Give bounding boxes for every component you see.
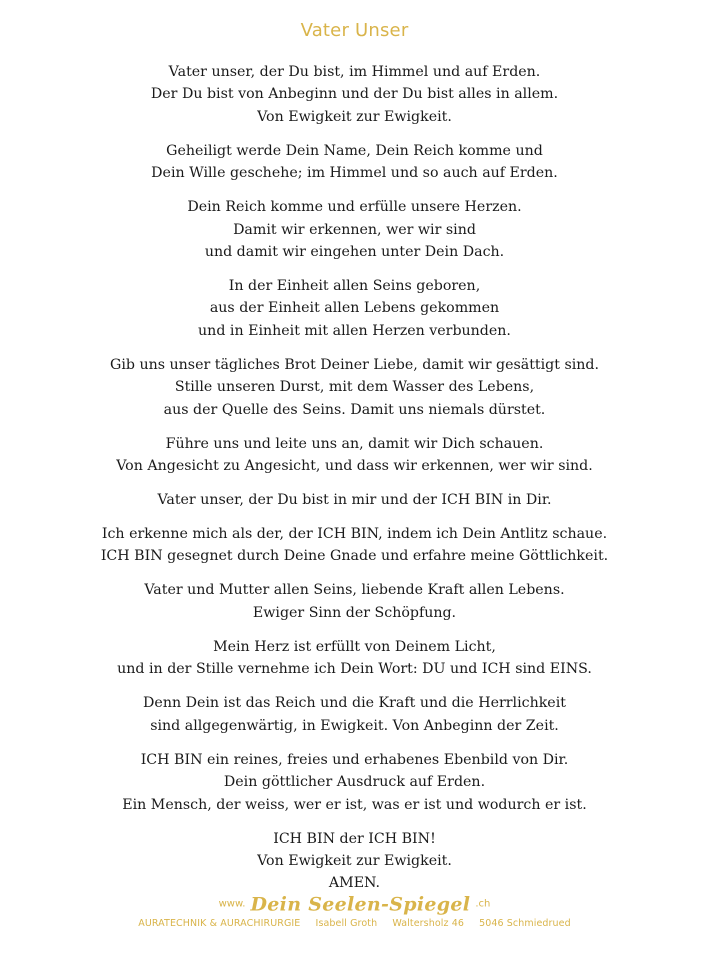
street-address: Waltersholz 46 bbox=[392, 918, 464, 929]
prayer-line: Geheiligt werde Dein Name, Dein Reich komme und bbox=[166, 142, 543, 159]
prayer-line: Von Angesicht zu Angesicht, und dass wir erkennen, wer wir sind. bbox=[116, 458, 593, 475]
stanza bbox=[10, 275, 699, 342]
prayer-line: Von Ewigkeit zur Ewigkeit. bbox=[257, 108, 452, 125]
prayer-line: Mein Herz ist erfüllt von Deinem Licht, bbox=[213, 638, 496, 655]
stanza bbox=[10, 489, 699, 511]
person-name: Isabell Groth bbox=[315, 918, 378, 929]
prayer-line: und damit wir eingehen unter Dein Dach. bbox=[204, 244, 505, 261]
prayer-line: und in Einheit mit allen Herzen verbunden. bbox=[198, 322, 511, 339]
stanza bbox=[10, 354, 699, 421]
stanza bbox=[10, 579, 699, 624]
company-name: AURATECHNIK & AURACHIRURGIE bbox=[138, 918, 301, 929]
prayer-line: sind allgegenwärtig, in Ewigkeit. Von Anbeginn der Zeit. bbox=[150, 717, 559, 734]
prayer-line: und in der Stille vernehme ich Dein Wort: DU und ICH sind EINS. bbox=[117, 661, 592, 678]
stanza bbox=[10, 523, 699, 568]
prayer-line: ICH BIN gesegnet durch Deine Gnade und erfahre meine Göttlichkeit. bbox=[100, 548, 609, 565]
prayer-line: ICH BIN ein reines, freies und erhabenes Ebenbild von Dir. bbox=[140, 751, 569, 768]
footer-website[interactable] bbox=[0, 891, 709, 917]
prayer-line: Ein Mensch, der weiss, wer er ist, was er ist und wodurch er ist. bbox=[122, 796, 587, 813]
stanza bbox=[10, 196, 699, 263]
website-suffix: .ch bbox=[475, 898, 491, 910]
prayer-line: Der Du bist von Anbeginn und der Du bist alles in allem. bbox=[150, 86, 559, 103]
footer-address bbox=[0, 918, 709, 929]
stanza bbox=[10, 828, 699, 895]
brand-logo-text: Dein Seelen-Spiegel bbox=[250, 893, 471, 916]
prayer-line: Von Ewigkeit zur Ewigkeit. bbox=[257, 852, 452, 869]
prayer-line: Ewiger Sinn der Schöpfung. bbox=[252, 604, 457, 621]
prayer-line: Gib uns unser tägliches Brot Deiner Liebe, damit wir gesättigt sind. bbox=[109, 356, 600, 373]
prayer-line: Ich erkenne mich als der, der ICH BIN, indem ich Dein Antlitz schaue. bbox=[101, 526, 608, 543]
website-prefix: www. bbox=[218, 898, 246, 910]
prayer-line: aus der Quelle des Seins. Damit uns niemals dürstet. bbox=[163, 401, 546, 418]
prayer-line: In der Einheit allen Seins geboren, bbox=[228, 278, 481, 295]
page-title: Vater Unser bbox=[300, 20, 409, 41]
prayer-line: Denn Dein ist das Reich und die Kraft und die Herrlichkeit bbox=[143, 695, 566, 712]
stanza bbox=[10, 140, 699, 185]
prayer-line: Dein Wille geschehe; im Himmel und so auch auf Erden. bbox=[151, 165, 558, 182]
stanza bbox=[10, 433, 699, 478]
prayer-line: Vater und Mutter allen Seins, liebende Kraft allen Lebens. bbox=[144, 582, 565, 599]
city-address: 5046 Schmiedrued bbox=[479, 918, 571, 929]
stanza bbox=[10, 749, 699, 816]
prayer-text bbox=[10, 61, 699, 906]
prayer-line: Vater unser, der Du bist, im Himmel und auf Erden. bbox=[168, 64, 541, 80]
prayer-line: Damit wir erkennen, wer wir sind bbox=[233, 221, 476, 238]
stanza bbox=[10, 692, 699, 737]
prayer-line: Stille unseren Durst, mit dem Wasser des Lebens, bbox=[174, 379, 535, 396]
footer bbox=[0, 891, 709, 929]
prayer-line: aus der Einheit allen Lebens gekommen bbox=[209, 300, 500, 317]
stanza bbox=[10, 636, 699, 681]
prayer-line: ICH BIN der ICH BIN! bbox=[273, 830, 436, 847]
prayer-line: Vater unser, der Du bist in mir und der ICH BIN in Dir. bbox=[157, 492, 552, 509]
prayer-line: Führe uns und leite uns an, damit wir Dich schauen. bbox=[165, 435, 544, 452]
prayer-line: Dein Reich komme und erfülle unsere Herzen. bbox=[187, 199, 522, 216]
stanza bbox=[10, 61, 699, 128]
prayer-line: AMEN. bbox=[328, 875, 381, 892]
prayer-line: Dein göttlicher Ausdruck auf Erden. bbox=[223, 774, 486, 791]
